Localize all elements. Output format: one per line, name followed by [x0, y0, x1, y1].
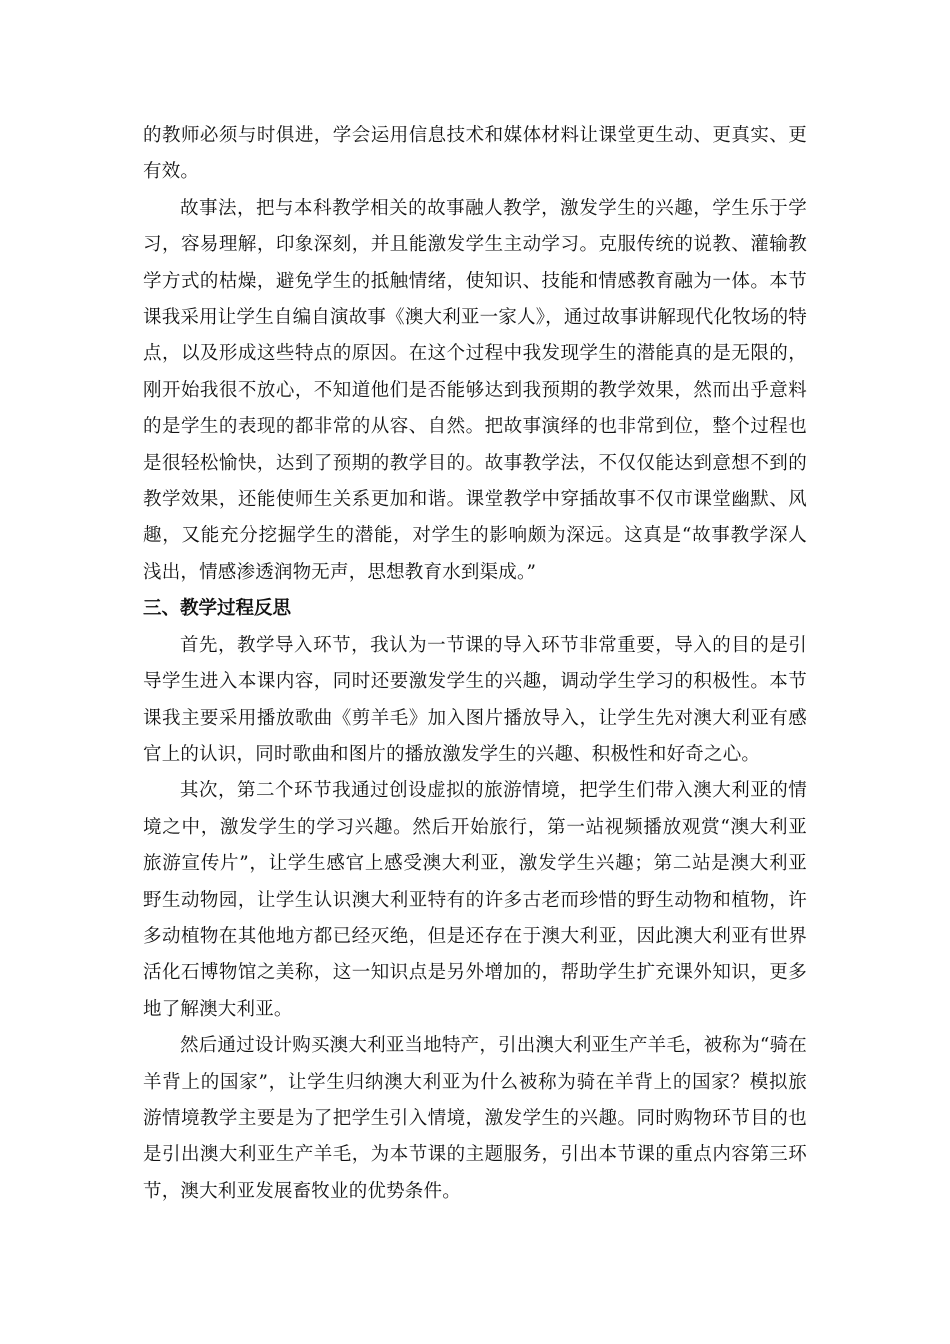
document-page: [143, 118, 807, 1210]
paragraph-continuation: 的教师必须与时俱进，学会运用信息技术和媒体材料让课堂更生动、更真实、更有效。: [143, 125, 807, 183]
paragraph-story-method: 故事法，把与本科教学相关的故事融人教学，激发学生的兴趣，学生乐于学习，容易理解，印象深刻，并且能激发学生主动学习。克服传统的说教、灌输教学方式的枯燥，避免学生的抵触情绪，使知识、技能和情感教育融为一体。本节课我采用让学生自编自演故事《澳大利亚一家人》，通过故事讲解现代化牧场的特点，以及形成这些特点的原因。在这个过程中我发现学生的潜能真的是无限的，刚开始我很不放心，不知道他们是否能够达到我预期的教学效果，然而出乎意料的是学生的表现的都非常的从容、自然。把故事演绎的也非常到位，整个过程也是很轻松愉快，达到了预期的教学目的。故事教学法，不仅仅能达到意想不到的教学效果，还能使师生关系更加和谐。课堂教学中穿插故事不仅市课堂幽默、风趣，又能充分挖掘学生的潜能，对学生的影响颇为深远。这真是“故事教学深人浅出，情感渗透润物无声，思想教育水到渠成。”: [143, 197, 807, 583]
section-heading: 三、教学过程反思: [143, 598, 292, 620]
paragraph-introduction: 首先，教学导入环节，我认为一节课的导入环节非常重要，导入的目的是引导学生进入本课内容，同时还要激发学生的兴趣，调动学生学习的积极性。本节课我主要采用播放歌曲《剪羊毛》加入图片播放导入，让学生先对澳大利亚有感官上的认识，同时歌曲和图片的播放激发学生的兴趣、积极性和好奇之心。: [143, 634, 807, 765]
paragraph-shopping-stage: 然后通过设计购买澳大利亚当地特产，引出澳大利亚生产羊毛，被称为“骑在羊背上的国家”，让学生归纳澳大利亚为什么被称为骑在羊背上的国家？模拟旅游情境教学主要是为了把学生引入情境，激发学生的兴趣。同时购物环节目的也是引出澳大利亚生产羊毛，为本节课的主题服务，引出本节课的重点内容第三环节，澳大利亚发展畜牧业的优势条件。: [143, 1035, 807, 1202]
paragraph-second-stage: 其次，第二个环节我通过创设虚拟的旅游情境，把学生们带入澳大利亚的情境之中，激发学生的学习兴趣。然后开始旅行，第一站视频播放观赏“澳大利亚旅游宣传片”，让学生感官上感受澳大利亚，激发学生兴趣；第二站是澳大利亚野生动物园，让学生认识澳大利亚特有的许多古老而珍惜的野生动物和植物，许多动植物在其他地方都已经灭绝，但是还存在于澳大利亚，因此澳大利亚有世界活化石博物馆之美称，这一知识点是另外增加的，帮助学生扩充课外知识，更多地了解澳大利亚。: [143, 780, 807, 1020]
